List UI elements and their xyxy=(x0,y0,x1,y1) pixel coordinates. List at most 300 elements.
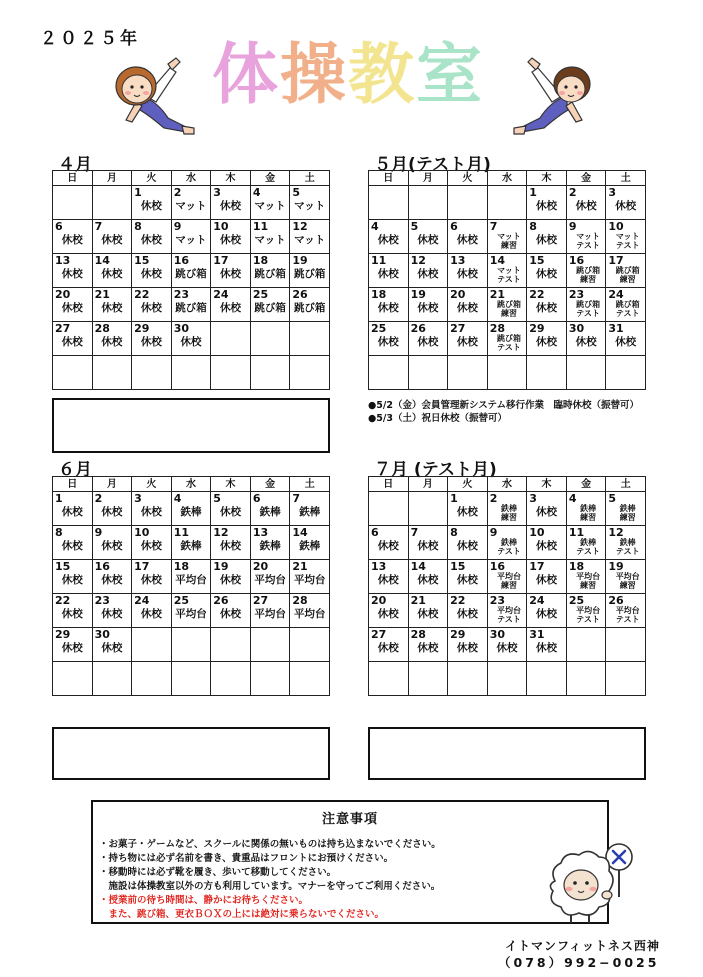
day-number: 10 xyxy=(529,526,545,539)
day-activity: 休校 xyxy=(575,200,597,212)
day-number: 31 xyxy=(529,628,545,641)
day-activity: 跳び箱 練習 xyxy=(576,266,601,284)
calendar-day-cell xyxy=(408,560,448,594)
calendar-day-cell xyxy=(487,186,527,220)
day-activity: 休校 xyxy=(615,336,637,348)
day-number: 29 xyxy=(529,322,545,335)
day-activity: 鉄棒 テスト xyxy=(576,538,600,556)
weekday-header-row xyxy=(53,477,330,492)
day-number: 28 xyxy=(292,594,308,607)
calendar-day-cell xyxy=(171,594,211,628)
may-note-item: ●5/2（金）会員管理新システム移行作業 臨時休校（振替可） xyxy=(368,400,640,411)
day-activity: 休校 xyxy=(220,608,242,620)
calendar-week-row xyxy=(369,662,646,696)
day-number: 24 xyxy=(134,594,150,607)
calendar-day-cell xyxy=(369,492,409,526)
day-activity: 休校 xyxy=(536,302,558,314)
calendar-day-cell xyxy=(92,288,132,322)
weekday-header: 土 xyxy=(606,171,646,186)
day-number: 29 xyxy=(55,628,71,641)
calendar-day-cell xyxy=(171,560,211,594)
calendar-day-cell xyxy=(369,322,409,356)
calendar-day-cell xyxy=(171,526,211,560)
day-number: 20 xyxy=(450,288,466,301)
calendar-day-cell xyxy=(290,662,330,696)
calendar-day-cell xyxy=(408,628,448,662)
calendar-day-cell xyxy=(53,662,93,696)
calendar-day-cell xyxy=(408,356,448,390)
day-activity: 休校 xyxy=(417,608,439,620)
day-activity: 休校 xyxy=(536,234,558,246)
day-number: 7 xyxy=(410,526,419,539)
calendar-day-cell xyxy=(211,220,251,254)
weekday-header: 水 xyxy=(171,171,211,186)
day-number: 7 xyxy=(94,220,103,233)
calendar-day-cell xyxy=(448,186,488,220)
day-activity: 平均台 練習 xyxy=(576,572,601,590)
calendar-day-cell xyxy=(408,254,448,288)
day-activity: 休校 xyxy=(140,574,162,586)
day-number: 19 xyxy=(292,254,308,267)
june-note-box xyxy=(52,727,330,780)
day-number: 14 xyxy=(94,254,110,267)
calendar-week-row xyxy=(369,356,646,390)
calendar-day-cell xyxy=(171,492,211,526)
day-number: 6 xyxy=(55,220,63,233)
calendar-day-cell xyxy=(369,220,409,254)
day-activity: 休校 xyxy=(377,336,399,348)
day-number: 9 xyxy=(173,220,182,233)
day-number: 14 xyxy=(489,254,505,267)
weekday-header: 日 xyxy=(369,171,409,186)
day-activity: 休校 xyxy=(575,336,597,348)
calendar-day-cell xyxy=(606,356,646,390)
calendar-day-cell xyxy=(448,594,488,628)
day-number: 20 xyxy=(252,560,269,573)
calendar-day-cell xyxy=(369,628,409,662)
day-activity: 休校 xyxy=(377,608,399,620)
day-activity: 平均台 xyxy=(175,608,207,620)
caution-line: ・お菓子・ゲームなど、スクールに関係の無いものは持ち込まないでください。 xyxy=(99,839,441,850)
day-activity: 鉄棒 テスト xyxy=(497,538,521,556)
day-activity: 休校 xyxy=(456,234,478,246)
calendar-day-cell xyxy=(211,526,251,560)
day-activity: 鉄棒 練習 xyxy=(500,504,517,522)
calendar-day-cell xyxy=(290,356,330,390)
day-number: 21 xyxy=(489,288,505,301)
calendar-day-cell xyxy=(566,254,606,288)
calendar-day-cell xyxy=(487,220,527,254)
calendar-day-cell xyxy=(408,322,448,356)
day-activity: マット テスト xyxy=(576,232,600,250)
calendar-week-row xyxy=(53,662,330,696)
day-activity: 休校 xyxy=(377,642,399,654)
day-activity: 休校 xyxy=(101,336,123,348)
day-activity: 休校 xyxy=(536,608,558,620)
calendar-day-cell xyxy=(290,628,330,662)
day-activity: 休校 xyxy=(101,642,123,654)
day-activity: 平均台 テスト xyxy=(496,606,521,624)
day-activity: 休校 xyxy=(456,506,478,518)
calendar-day-cell xyxy=(606,526,646,560)
day-activity: 休校 xyxy=(61,268,83,280)
day-number: 11 xyxy=(173,526,189,539)
day-number: 11 xyxy=(371,254,387,267)
calendar-day-cell xyxy=(487,526,527,560)
day-number: 2 xyxy=(173,186,182,199)
calendar-day-cell xyxy=(369,186,409,220)
calendar-day-cell xyxy=(606,594,646,628)
day-number: 27 xyxy=(450,322,466,335)
day-number: 18 xyxy=(371,288,387,301)
calendar-day-cell xyxy=(448,220,488,254)
weekday-header: 火 xyxy=(448,477,488,492)
day-activity: 休校 xyxy=(377,268,399,280)
weekday-header: 水 xyxy=(487,477,527,492)
day-activity: 休校 xyxy=(536,540,558,552)
day-activity: 休校 xyxy=(417,574,439,586)
sheep-with-x-sign-illustration xyxy=(545,835,645,927)
calendar-day-cell xyxy=(448,254,488,288)
day-number: 17 xyxy=(134,560,150,573)
calendar-day-cell xyxy=(53,560,93,594)
calendar-day-cell xyxy=(566,492,606,526)
calendar-day-cell xyxy=(408,186,448,220)
day-number: 24 xyxy=(529,594,545,607)
day-activity: 休校 xyxy=(536,336,558,348)
calendar-day-cell xyxy=(487,288,527,322)
day-number: 29 xyxy=(450,628,466,641)
day-activity: 休校 xyxy=(101,234,123,246)
day-activity: 休校 xyxy=(377,574,399,586)
day-number: 15 xyxy=(55,560,71,573)
day-number: 17 xyxy=(608,254,624,267)
day-activity: 跳び箱 練習 xyxy=(496,300,521,318)
weekday-header: 月 xyxy=(92,171,132,186)
calendar-day-cell xyxy=(566,220,606,254)
calendar-day-cell xyxy=(250,356,290,390)
day-activity: 鉄棒 xyxy=(180,540,202,552)
day-activity: 鉄棒 練習 xyxy=(619,504,636,522)
day-number: 2 xyxy=(94,492,103,505)
calendar-day-cell xyxy=(53,254,93,288)
month-label-april: ４月 xyxy=(58,155,92,175)
calendar-week-row xyxy=(369,628,646,662)
day-activity: 休校 xyxy=(417,268,439,280)
day-number: 2 xyxy=(489,492,498,505)
caution-line: また、跳び箱、更衣ＢＯＸの上には絶対に乗らないでください。 xyxy=(99,909,385,920)
day-activity: 休校 xyxy=(101,574,123,586)
day-number: 18 xyxy=(252,254,269,267)
calendar-day-cell xyxy=(132,356,172,390)
calendar-day-cell xyxy=(487,662,527,696)
day-activity: 休校 xyxy=(220,574,242,586)
day-number: 21 xyxy=(292,560,308,573)
calendar-day-cell xyxy=(408,492,448,526)
calendar-day-cell xyxy=(53,186,93,220)
calendar-day-cell xyxy=(487,560,527,594)
day-number: 1 xyxy=(450,492,458,505)
day-number: 12 xyxy=(410,254,426,267)
day-activity: 休校 xyxy=(536,506,558,518)
day-number: 3 xyxy=(608,186,617,199)
calendar-week-row xyxy=(53,288,330,322)
day-number: 26 xyxy=(292,288,308,301)
year-label: ２０２５年 xyxy=(40,29,140,49)
day-activity: 休校 xyxy=(417,642,439,654)
calendar-day-cell xyxy=(92,662,132,696)
weekday-header: 日 xyxy=(369,477,409,492)
day-number: 12 xyxy=(213,526,229,539)
day-number: 8 xyxy=(55,526,63,539)
calendar-week-row xyxy=(53,594,330,628)
calendar-week-row xyxy=(369,492,646,526)
day-number: 30 xyxy=(568,322,585,335)
day-activity: 休校 xyxy=(61,336,83,348)
day-activity: 休校 xyxy=(220,268,242,280)
calendar-day-cell xyxy=(53,288,93,322)
month-label-july: ７月 (テスト月) xyxy=(374,460,497,480)
day-activity: 跳び箱 練習 xyxy=(615,266,640,284)
calendar-day-cell xyxy=(369,526,409,560)
day-activity: 休校 xyxy=(140,608,162,620)
day-number: 25 xyxy=(252,288,269,301)
day-number: 10 xyxy=(213,220,229,233)
day-activity: 休校 xyxy=(140,540,162,552)
day-number: 27 xyxy=(371,628,387,641)
calendar-day-cell xyxy=(606,560,646,594)
day-number: 22 xyxy=(529,288,545,301)
calendar-day-cell xyxy=(132,662,172,696)
day-activity: 休校 xyxy=(456,642,478,654)
calendar-day-cell xyxy=(92,220,132,254)
day-activity: 休校 xyxy=(220,540,242,552)
day-number: 27 xyxy=(55,322,71,335)
day-activity: 休校 xyxy=(101,268,123,280)
calendar-day-cell xyxy=(250,526,290,560)
day-activity: 休校 xyxy=(377,234,399,246)
weekday-header-row xyxy=(53,171,330,186)
day-number: 24 xyxy=(213,288,229,301)
title-char-1: 体 xyxy=(212,36,280,113)
day-activity: 休校 xyxy=(536,200,558,212)
day-activity: 休校 xyxy=(220,302,242,314)
day-activity: 休校 xyxy=(61,540,83,552)
weekday-header: 土 xyxy=(606,477,646,492)
day-number: 21 xyxy=(94,288,110,301)
caution-lines xyxy=(99,838,441,922)
day-number: 4 xyxy=(252,186,261,199)
calendar-week-row xyxy=(53,560,330,594)
day-number: 4 xyxy=(173,492,182,505)
day-activity: 休校 xyxy=(417,302,439,314)
day-number: 10 xyxy=(608,220,624,233)
calendar-day-cell xyxy=(606,254,646,288)
calendar-day-cell xyxy=(408,594,448,628)
calendar-june xyxy=(52,476,330,696)
day-activity: マット xyxy=(254,200,286,212)
day-number: 16 xyxy=(568,254,585,267)
weekday-header-row xyxy=(369,477,646,492)
day-number: 1 xyxy=(134,186,142,199)
weekday-header: 火 xyxy=(132,477,172,492)
title-char-2: 操 xyxy=(280,36,348,113)
calendar-day-cell xyxy=(527,560,567,594)
calendar-day-cell xyxy=(250,288,290,322)
calendar-day-cell xyxy=(606,186,646,220)
weekday-header: 日 xyxy=(53,477,93,492)
day-number: 2 xyxy=(568,186,577,199)
day-activity: 鉄棒 xyxy=(259,506,281,518)
calendar-day-cell xyxy=(290,322,330,356)
calendar-day-cell xyxy=(211,628,251,662)
day-number: 15 xyxy=(529,254,545,267)
day-activity: 休校 xyxy=(101,540,123,552)
calendar-day-cell xyxy=(92,594,132,628)
calendar-week-row xyxy=(369,526,646,560)
calendar-day-cell xyxy=(566,322,606,356)
day-activity: 休校 xyxy=(140,200,162,212)
day-number: 6 xyxy=(252,492,261,505)
calendar-day-cell xyxy=(527,288,567,322)
calendar-week-row xyxy=(369,288,646,322)
calendar-day-cell xyxy=(369,662,409,696)
day-activity: 休校 xyxy=(61,574,83,586)
calendar-day-cell xyxy=(290,220,330,254)
day-number: 16 xyxy=(94,560,110,573)
calendar-day-cell xyxy=(527,322,567,356)
calendar-day-cell xyxy=(290,594,330,628)
calendar-day-cell xyxy=(527,186,567,220)
calendar-day-cell xyxy=(369,254,409,288)
day-activity: マット テスト xyxy=(497,266,521,284)
day-number: 6 xyxy=(371,526,379,539)
calendar-day-cell xyxy=(171,628,211,662)
day-number: 28 xyxy=(410,628,426,641)
day-activity: 休校 xyxy=(61,302,83,314)
day-activity: 休校 xyxy=(61,642,83,654)
calendar-day-cell xyxy=(53,356,93,390)
calendar-day-cell xyxy=(211,322,251,356)
calendar-day-cell xyxy=(132,220,172,254)
day-number: 18 xyxy=(173,560,189,573)
calendar-day-cell xyxy=(448,526,488,560)
caution-box xyxy=(91,800,609,924)
calendar-day-cell xyxy=(211,356,251,390)
day-activity: 休校 xyxy=(456,540,478,552)
day-activity: 休校 xyxy=(61,506,83,518)
weekday-header: 木 xyxy=(211,477,251,492)
caution-line: 施設は体操教室以外の方も利用しています。マナーを守ってご利用ください。 xyxy=(99,881,441,892)
calendar-day-cell xyxy=(250,186,290,220)
weekday-header: 木 xyxy=(527,477,567,492)
calendar-day-cell xyxy=(211,594,251,628)
calendar-day-cell xyxy=(171,220,211,254)
day-number: 17 xyxy=(213,254,229,267)
day-activity: 休校 xyxy=(456,268,478,280)
day-number: 13 xyxy=(252,526,269,539)
day-number: 18 xyxy=(568,560,585,573)
day-number: 30 xyxy=(489,628,505,641)
day-activity: 休校 xyxy=(536,268,558,280)
calendar-day-cell xyxy=(250,560,290,594)
calendar-day-cell xyxy=(408,662,448,696)
day-activity: マット テスト xyxy=(615,232,640,250)
weekday-header: 水 xyxy=(171,477,211,492)
day-activity: マット xyxy=(254,234,286,246)
day-activity: 鉄棒 xyxy=(299,506,321,518)
calendar-day-cell xyxy=(92,322,132,356)
calendar-day-cell xyxy=(171,662,211,696)
weekday-header: 月 xyxy=(408,171,448,186)
calendar-day-cell xyxy=(408,220,448,254)
day-number: 22 xyxy=(55,594,71,607)
day-number: 25 xyxy=(173,594,189,607)
calendar-day-cell xyxy=(408,288,448,322)
stretching-child-left-illustration xyxy=(106,56,198,136)
day-number: 15 xyxy=(450,560,466,573)
calendar-day-cell xyxy=(53,594,93,628)
may-note-item: ●5/3（土）祝日休校（振替可） xyxy=(368,413,507,424)
day-activity: 休校 xyxy=(417,234,439,246)
calendar-day-cell xyxy=(132,526,172,560)
day-activity: 跳び箱 テスト xyxy=(496,334,521,352)
day-number: 16 xyxy=(173,254,189,267)
day-number: 4 xyxy=(568,492,577,505)
day-activity: 休校 xyxy=(456,574,478,586)
calendar-day-cell xyxy=(566,560,606,594)
day-activity: 平均台 練習 xyxy=(615,572,640,590)
day-activity: 平均台 xyxy=(254,574,286,586)
day-number: 21 xyxy=(410,594,426,607)
caution-line: ・移動時には必ず靴を履き、歩いて移動してください。 xyxy=(99,867,337,878)
day-activity: 平均台 xyxy=(175,574,207,586)
day-number: 9 xyxy=(94,526,103,539)
day-activity: 鉄棒 xyxy=(180,506,202,518)
day-number: 13 xyxy=(55,254,71,267)
weekday-header: 日 xyxy=(53,171,93,186)
calendar-day-cell xyxy=(53,526,93,560)
day-number: 16 xyxy=(489,560,505,573)
calendar-day-cell xyxy=(527,254,567,288)
calendar-day-cell xyxy=(448,492,488,526)
calendar-day-cell xyxy=(527,526,567,560)
day-number: 5 xyxy=(292,186,301,199)
calendar-day-cell xyxy=(290,288,330,322)
day-activity: 休校 xyxy=(180,336,202,348)
day-number: 1 xyxy=(529,186,537,199)
weekday-header: 木 xyxy=(211,171,251,186)
weekday-header: 水 xyxy=(487,171,527,186)
calendar-day-cell xyxy=(369,356,409,390)
caution-line: ・授業前の待ち時間は、静かにお待ちください。 xyxy=(99,895,309,906)
day-activity: 休校 xyxy=(61,608,83,620)
calendar-day-cell xyxy=(448,288,488,322)
day-number: 23 xyxy=(568,288,585,301)
day-number: 23 xyxy=(173,288,189,301)
day-activity: 休校 xyxy=(496,642,518,654)
calendar-day-cell xyxy=(92,186,132,220)
day-activity: 休校 xyxy=(101,302,123,314)
calendar-day-cell xyxy=(211,560,251,594)
day-number: 11 xyxy=(252,220,269,233)
calendar-day-cell xyxy=(290,186,330,220)
calendar-day-cell xyxy=(606,492,646,526)
day-number: 5 xyxy=(213,492,221,505)
calendar-day-cell xyxy=(92,356,132,390)
calendar-day-cell xyxy=(606,662,646,696)
calendar-day-cell xyxy=(566,356,606,390)
